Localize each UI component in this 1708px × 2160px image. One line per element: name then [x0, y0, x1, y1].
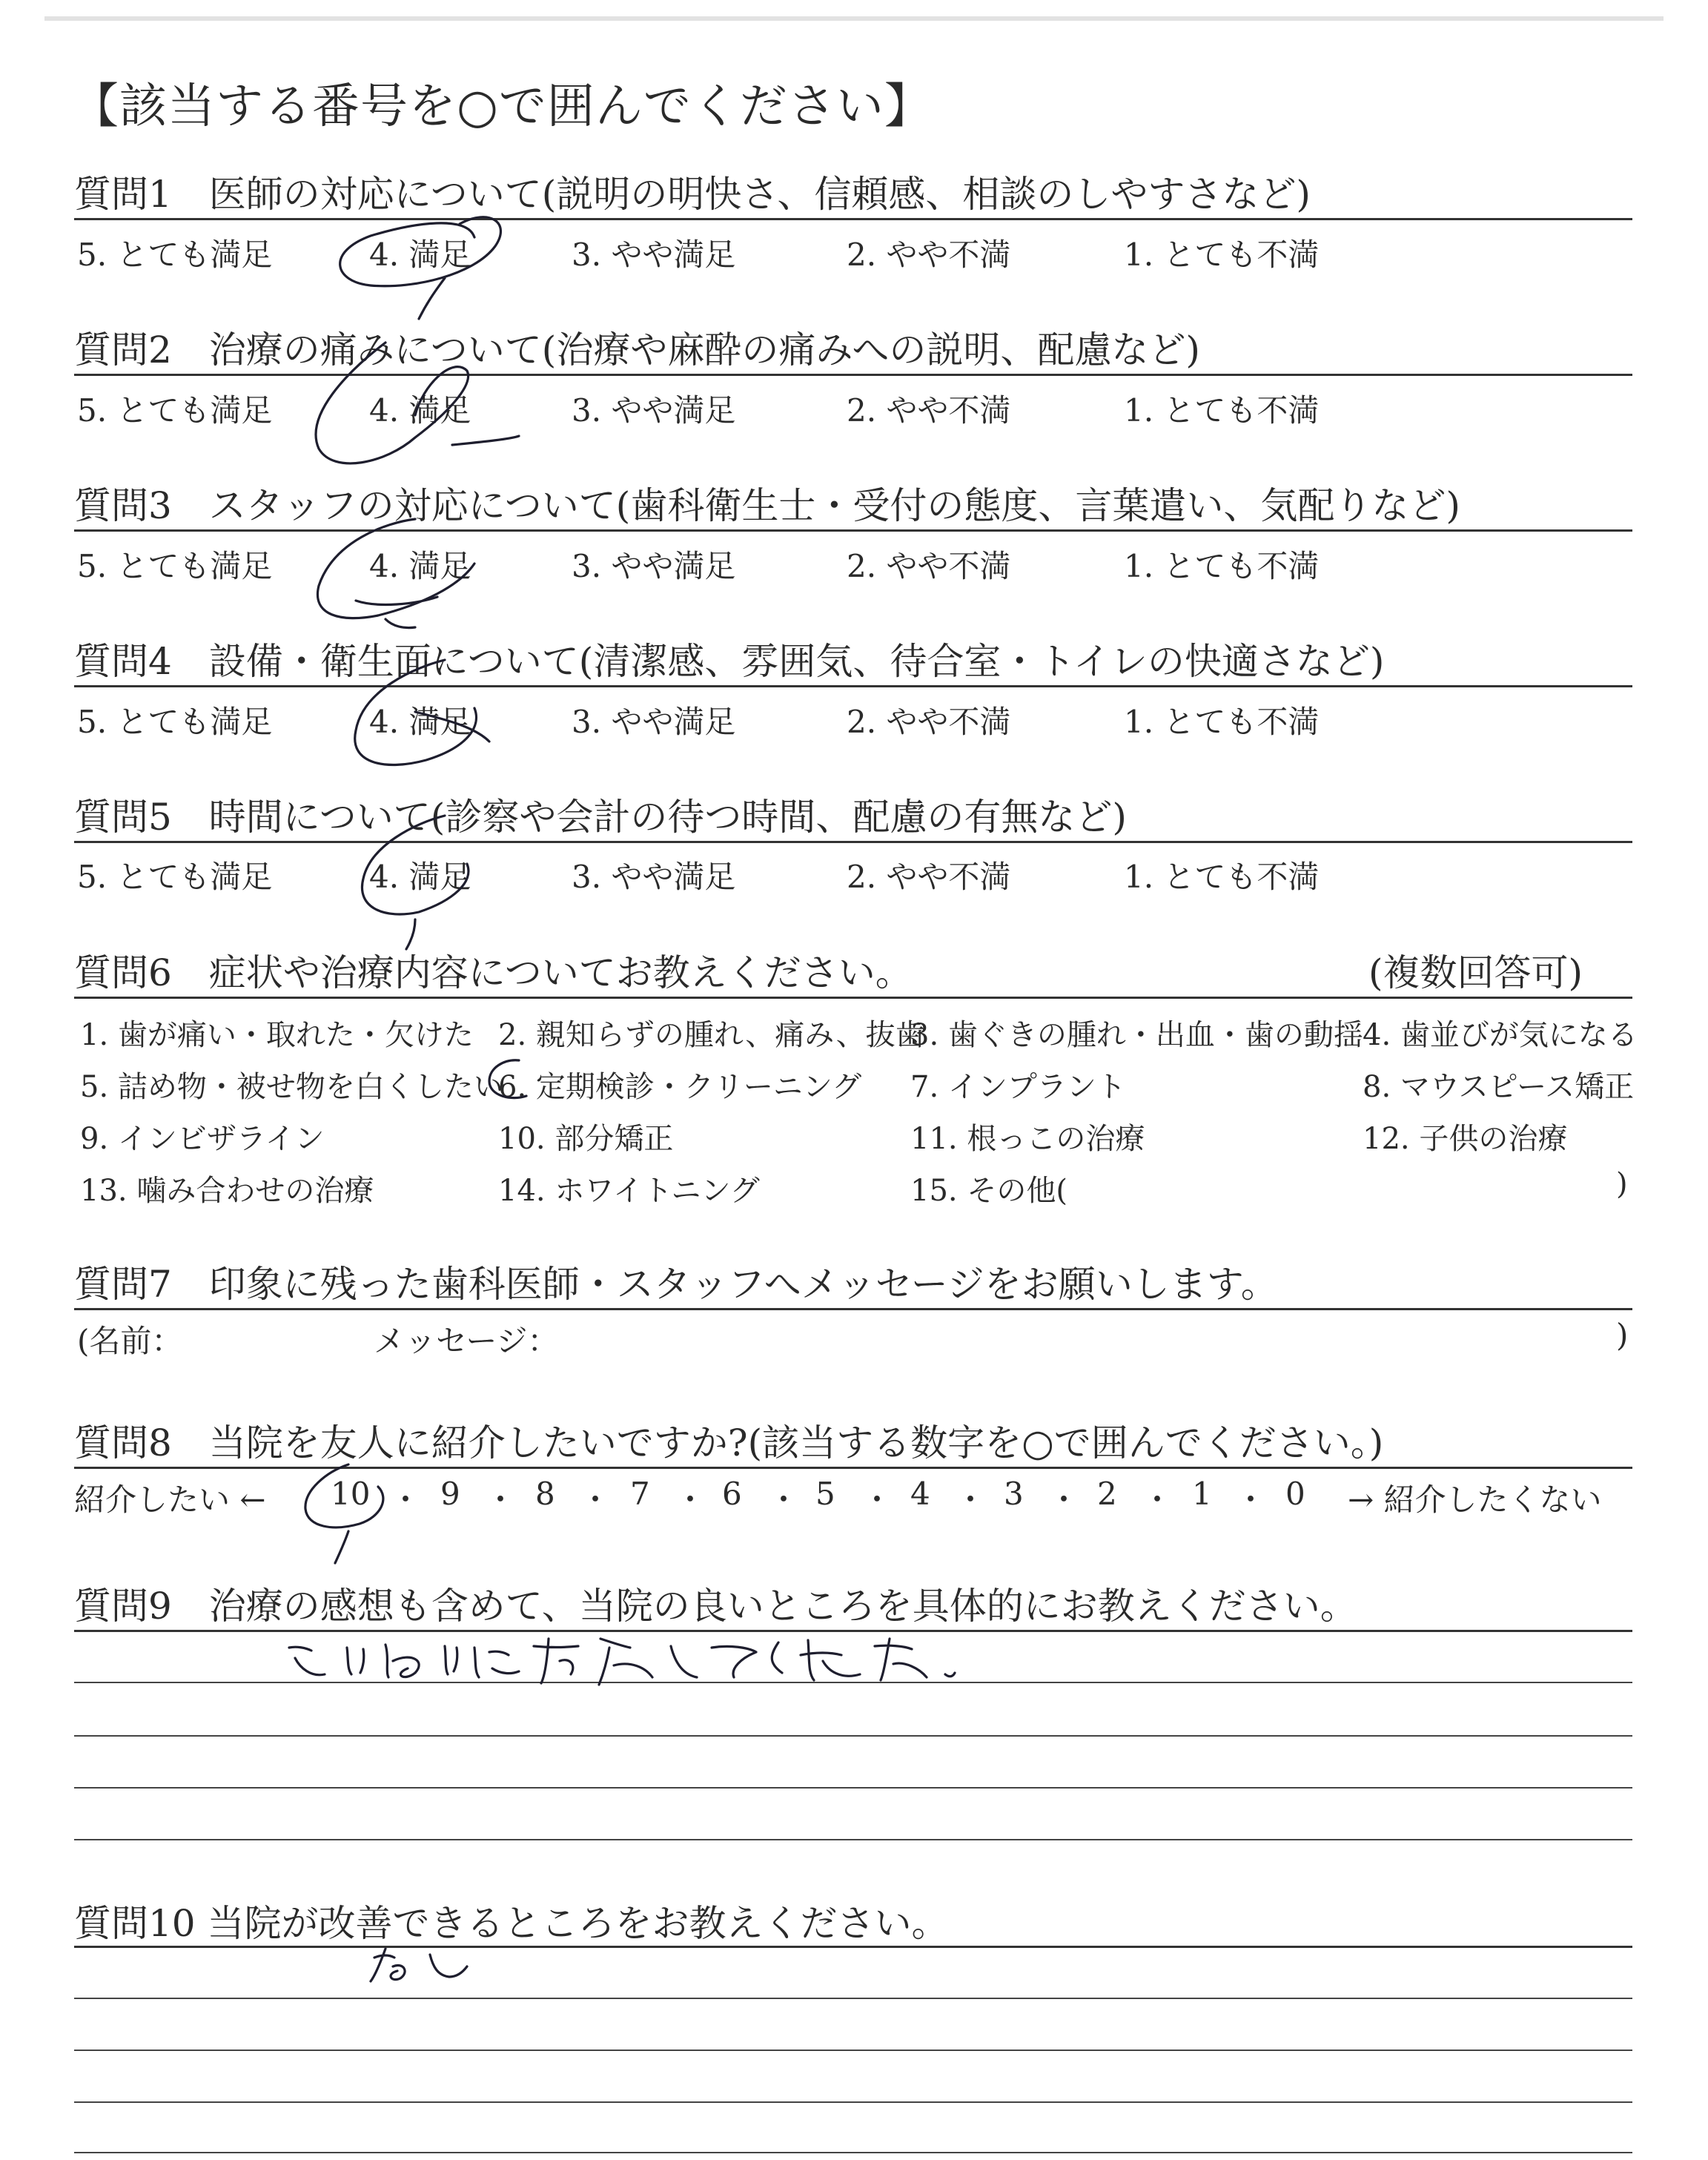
q8-value-1[interactable]: 1 [1192, 1476, 1212, 1512]
q9-answer-line [74, 1839, 1632, 1840]
q3-option-5[interactable]: 5. とても満足 [77, 548, 273, 584]
q6-option-1[interactable]: 1. 歯が痛い・取れた・欠けた [80, 1018, 474, 1052]
q8-value-3[interactable]: 3 [1004, 1476, 1024, 1512]
q8-separator: ・ [390, 1482, 422, 1518]
q8-separator: ・ [1048, 1482, 1080, 1518]
q4-rule [74, 685, 1632, 687]
q5-option-4[interactable]: 4. 満足 [369, 859, 471, 895]
q6-option-4[interactable]: 4. 歯並びが気になる [1363, 1018, 1638, 1052]
q8-separator: ・ [580, 1482, 612, 1518]
q8-left-label: 紹介したい ← [74, 1482, 266, 1518]
q8-value-6[interactable]: 6 [722, 1476, 742, 1512]
q8-value-0[interactable]: 0 [1285, 1476, 1305, 1512]
q1-option-4[interactable]: 4. 満足 [369, 237, 471, 273]
q1-option-1[interactable]: 1. とても不満 [1124, 237, 1320, 273]
q7-name-label: (名前： [77, 1323, 183, 1359]
q2-title: 質問2 治療の痛みについて(治療や麻酔の痛みへの説明、配慮など) [74, 328, 1200, 371]
q7-close-paren: ) [1616, 1317, 1629, 1353]
q3-option-2[interactable]: 2. やや不満 [847, 548, 1011, 584]
q5-option-1[interactable]: 1. とても不満 [1124, 859, 1320, 895]
q2-option-2[interactable]: 2. やや不満 [847, 392, 1011, 429]
q8-separator: ・ [955, 1482, 987, 1518]
q7-rule [74, 1308, 1632, 1310]
q5-option-5[interactable]: 5. とても満足 [77, 859, 273, 895]
q6-option-11[interactable]: 11. 根っこの治療 [910, 1122, 1145, 1156]
q5-rule [74, 841, 1632, 843]
q5-option-2[interactable]: 2. やや不満 [847, 859, 1011, 895]
q4-option-4[interactable]: 4. 満足 [369, 704, 471, 740]
q6-option-2[interactable]: 2. 親知らずの腫れ、痛み、抜歯 [498, 1018, 925, 1052]
q8-value-10[interactable]: 10 [331, 1476, 371, 1512]
q1-option-2[interactable]: 2. やや不満 [847, 237, 1011, 273]
q6-multiple-note: (複数回答可) [1368, 951, 1583, 994]
q1-rule [74, 218, 1632, 220]
q6-option-5[interactable]: 5. 詰め物・被せ物を白くしたい [80, 1070, 503, 1104]
q8-separator: ・ [1235, 1482, 1267, 1518]
q8-value-9[interactable]: 9 [440, 1476, 460, 1512]
q8-value-2[interactable]: 2 [1097, 1476, 1117, 1512]
q3-option-1[interactable]: 1. とても不満 [1124, 548, 1320, 584]
q8-value-7[interactable]: 7 [630, 1476, 650, 1512]
q10-answer-line [74, 2101, 1632, 2103]
q10-answer-line [74, 2152, 1632, 2153]
q4-option-2[interactable]: 2. やや不満 [847, 704, 1011, 740]
q2-option-4[interactable]: 4. 満足 [369, 392, 471, 429]
q8-separator: ・ [675, 1482, 706, 1518]
q10-handwritten-answer [371, 1949, 467, 1981]
q8-value-4[interactable]: 4 [910, 1476, 930, 1512]
q6-option-12[interactable]: 12. 子供の治療 [1363, 1122, 1568, 1156]
q4-option-5[interactable]: 5. とても満足 [77, 704, 273, 740]
q6-title: 質問6 症状や治療内容についてお教えください。 [74, 951, 913, 994]
q2-option-3[interactable]: 3. やや満足 [572, 392, 736, 429]
q5-option-3[interactable]: 3. やや満足 [572, 859, 736, 895]
q6-option-10[interactable]: 10. 部分矯正 [498, 1122, 674, 1156]
q2-option-5[interactable]: 5. とても満足 [77, 392, 273, 429]
q7-title: 質問7 印象に残った歯科医師・スタッフへメッセージをお願いします。 [74, 1263, 1278, 1306]
q4-title: 質問4 設備・衛生面について(清潔感、雰囲気、待合室・トイレの快適さなど) [74, 640, 1385, 683]
q1-title: 質問1 医師の対応について(説明の明快さ、信頼感、相談のしやすさなど) [74, 173, 1311, 216]
q6-option-14[interactable]: 14. ホワイトニング [498, 1174, 760, 1208]
q7-message-label: メッセージ： [374, 1323, 559, 1359]
q8-value-5[interactable]: 5 [815, 1476, 835, 1512]
q3-option-4[interactable]: 4. 満足 [369, 548, 471, 584]
q9-title: 質問9 治療の感想も含めて、当院の良いところを具体的にお教えください。 [74, 1585, 1357, 1628]
page-title: 【該当する番号を○で囲んでください】 [71, 79, 933, 134]
q10-answer-line [74, 1998, 1632, 1999]
q6-option-8[interactable]: 8. マウスピース矯正 [1363, 1070, 1635, 1104]
q6-option-15-close: ) [1616, 1167, 1628, 1201]
q8-title: 質問8 当院を友人に紹介したいですか?(該当する数字を○で囲んでください。) [74, 1421, 1384, 1464]
q9-answer-line [74, 1787, 1632, 1789]
q6-option-3[interactable]: 3. 歯ぐきの腫れ・出血・歯の動揺 [910, 1018, 1363, 1052]
q3-title: 質問3 スタッフの対応について(歯科衛生士・受付の態度、言葉遣い、気配りなど) [74, 484, 1460, 527]
q4-option-1[interactable]: 1. とても不満 [1124, 704, 1320, 740]
scan-edge [44, 16, 1664, 21]
q10-answer-line [74, 2050, 1632, 2051]
q8-separator: ・ [1142, 1482, 1174, 1518]
q6-option-7[interactable]: 7. インプラント [910, 1070, 1126, 1104]
q6-option-6[interactable]: 6. 定期検診・クリーニング [498, 1070, 862, 1104]
q8-value-8[interactable]: 8 [535, 1476, 555, 1512]
q3-rule [74, 529, 1632, 532]
q1-option-5[interactable]: 5. とても満足 [77, 237, 273, 273]
q6-rule [74, 997, 1632, 999]
q4-option-3[interactable]: 3. やや満足 [572, 704, 736, 740]
q10-rule [74, 1946, 1632, 1948]
q1-option-3[interactable]: 3. やや満足 [572, 237, 736, 273]
q8-right-label: → 紹介したくない [1348, 1482, 1602, 1518]
q9-handwritten-answer [289, 1639, 955, 1685]
q8-separator: ・ [861, 1482, 893, 1518]
q6-option-9[interactable]: 9. インビザライン [80, 1122, 325, 1156]
q9-answer-line [74, 1735, 1632, 1737]
q6-option-15[interactable]: 15. その他( [910, 1174, 1068, 1208]
q9-answer-line [74, 1682, 1632, 1683]
q5-title: 質問5 時間について(診察や会計の待つ時間、配慮の有無など) [74, 796, 1127, 839]
q2-option-1[interactable]: 1. とても不満 [1124, 392, 1320, 429]
q8-separator: ・ [485, 1482, 517, 1518]
q3-option-3[interactable]: 3. やや満足 [572, 548, 736, 584]
q6-option-13[interactable]: 13. 噛み合わせの治療 [80, 1174, 374, 1208]
q2-rule [74, 374, 1632, 376]
q8-rule [74, 1467, 1632, 1469]
q9-rule [74, 1630, 1632, 1632]
q8-separator: ・ [768, 1482, 800, 1518]
q10-title: 質問10 当院が改善できるところをお教えください。 [74, 1902, 949, 1945]
